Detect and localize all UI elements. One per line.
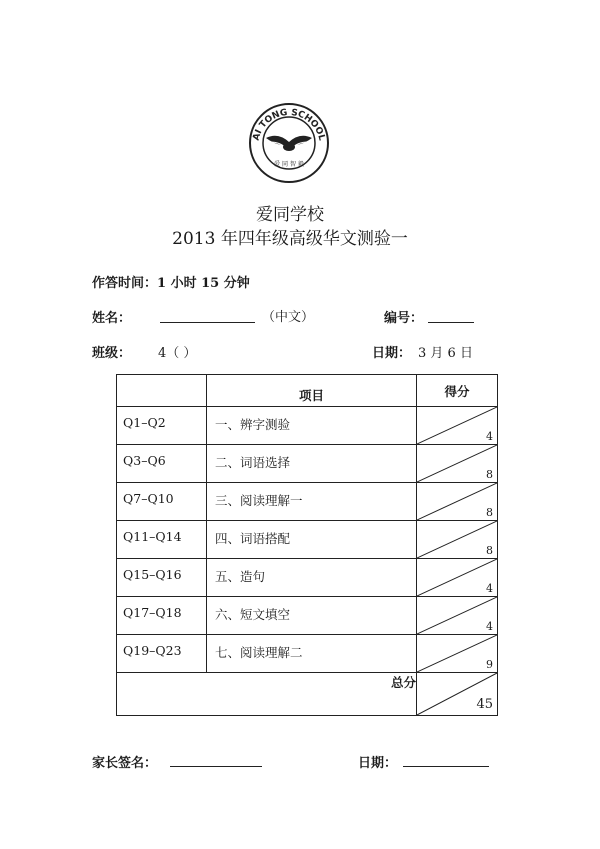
question-range: Q7–Q10: [117, 483, 207, 521]
table-row: [117, 559, 498, 597]
score-diagonal: [417, 635, 497, 672]
section-name: 六、短文填空: [207, 597, 417, 635]
duration-label: 作答时间：: [92, 276, 158, 291]
table-row: [117, 483, 498, 521]
question-range: Q19–Q23: [117, 635, 207, 673]
max-score: 8: [486, 468, 493, 481]
number-label: 编号：: [384, 311, 424, 326]
exam-title: 2013 年四年级高级华文测验一: [172, 229, 408, 249]
score-diagonal: [417, 597, 497, 634]
score-cell[interactable]: [417, 407, 498, 445]
max-score: 9: [486, 658, 493, 671]
school-logo: [248, 102, 330, 184]
section-name: 一、辨字测验: [207, 407, 417, 445]
question-range: Q3–Q6: [117, 445, 207, 483]
footer-date-blank[interactable]: [403, 766, 489, 767]
class-value: 4（ ）: [158, 346, 197, 361]
score-cell[interactable]: [417, 521, 498, 559]
name-hint: （中文）: [262, 310, 315, 325]
score-diagonal: [417, 407, 497, 444]
section-name: 二、词语选择: [207, 445, 417, 483]
header-score: 得分: [417, 375, 498, 407]
score-diagonal: [417, 483, 497, 520]
date-value: 3 月 6 日: [418, 346, 473, 361]
table-header-row: [117, 375, 498, 407]
score-diagonal: [417, 559, 497, 596]
section-name: 七、阅读理解二: [207, 635, 417, 673]
table-row: [117, 635, 498, 673]
header-item: 项目: [207, 375, 417, 407]
question-range: Q17–Q18: [117, 597, 207, 635]
question-range: Q15–Q16: [117, 559, 207, 597]
max-score: 8: [486, 544, 493, 557]
parent-sign-blank[interactable]: [170, 766, 262, 767]
total-row: [117, 673, 498, 716]
score-cell[interactable]: [417, 445, 498, 483]
logo-motto: 爱 同 智 毅: [274, 161, 304, 168]
footer-date-label: 日期：: [358, 756, 398, 771]
score-cell[interactable]: [417, 559, 498, 597]
question-range: Q11–Q14: [117, 521, 207, 559]
table-row: [117, 597, 498, 635]
score-cell[interactable]: [417, 483, 498, 521]
score-table: [116, 374, 498, 716]
question-range: Q1–Q2: [117, 407, 207, 445]
duration-value: 1 小时 15 分钟: [157, 276, 250, 291]
max-score: 4: [486, 582, 493, 595]
score-diagonal: [417, 445, 497, 482]
max-score: 4: [486, 620, 493, 633]
date-label: 日期：: [372, 346, 412, 361]
table-row: [117, 445, 498, 483]
section-name: 三、阅读理解一: [207, 483, 417, 521]
total-max: 45: [476, 697, 493, 712]
logo-ring-text: AI TONG SCHOOL: [251, 107, 327, 142]
score-cell[interactable]: [417, 635, 498, 673]
section-name: 五、造句: [207, 559, 417, 597]
school-name: 爱同学校: [256, 205, 324, 225]
name-blank[interactable]: [160, 322, 255, 323]
score-diagonal: [417, 521, 497, 558]
parent-sign-label: 家长签名：: [92, 756, 158, 771]
score-cell[interactable]: [417, 597, 498, 635]
table-row: [117, 521, 498, 559]
total-label: 总分: [117, 673, 417, 716]
section-name: 四、词语搭配: [207, 521, 417, 559]
number-blank[interactable]: [428, 322, 474, 323]
max-score: 8: [486, 506, 493, 519]
total-score-cell[interactable]: [417, 673, 498, 716]
max-score: 4: [486, 430, 493, 443]
class-label: 班级：: [92, 346, 132, 361]
name-label: 姓名：: [92, 311, 132, 326]
table-row: [117, 407, 498, 445]
